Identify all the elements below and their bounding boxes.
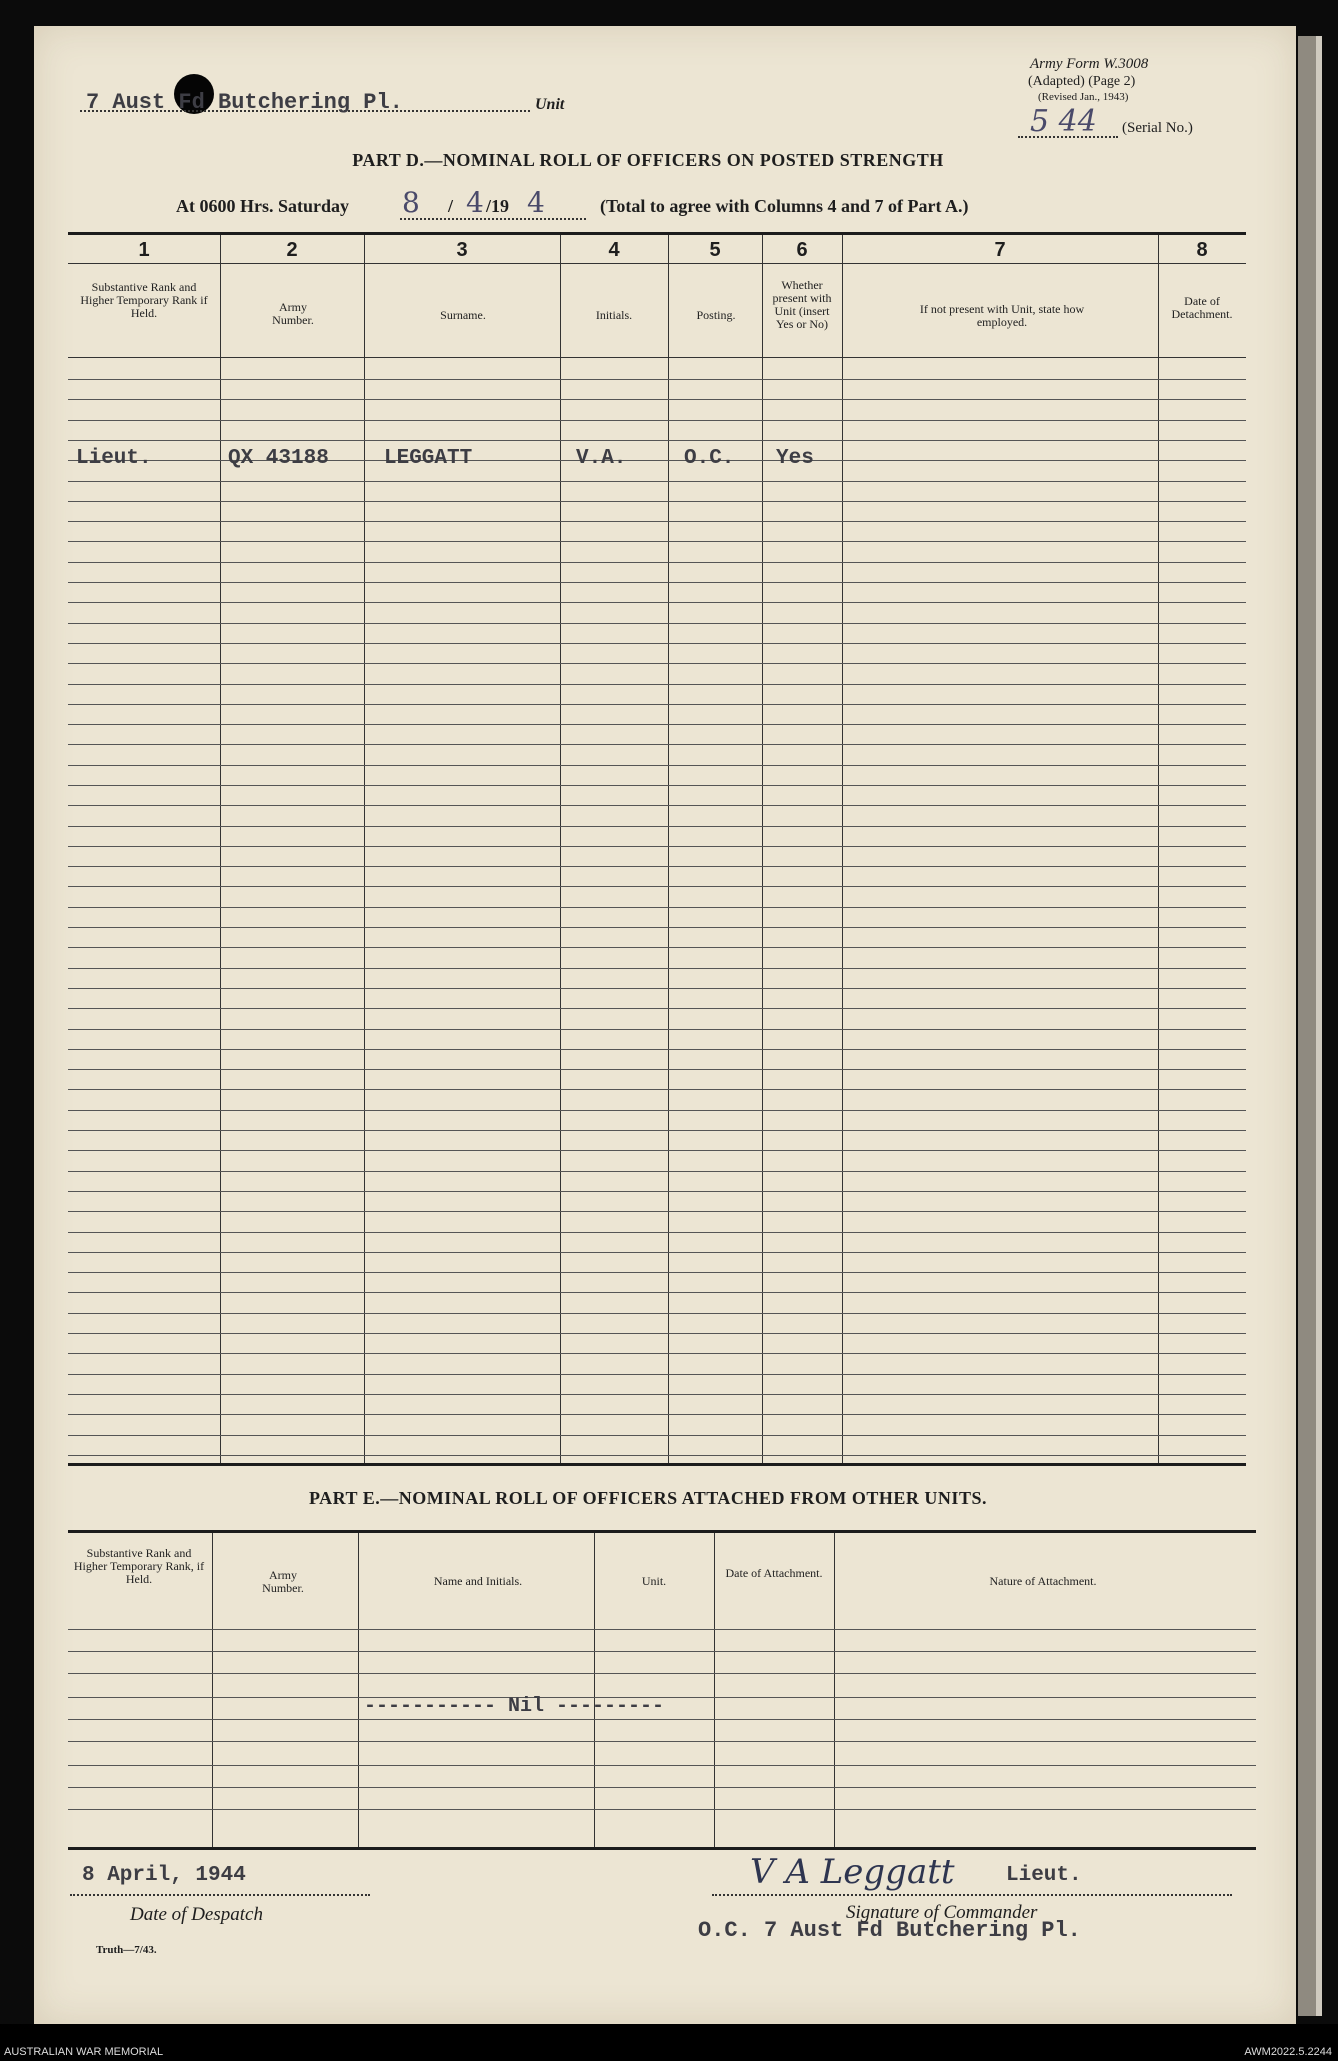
col-number-6: 6 bbox=[796, 239, 808, 261]
ruled-line bbox=[68, 1374, 1246, 1375]
col-header-army-number: Army Number. bbox=[272, 300, 314, 327]
e-col-header-name: Name and Initials. bbox=[433, 1574, 523, 1588]
ruled-line bbox=[68, 1787, 1256, 1788]
archive-band bbox=[0, 2024, 1338, 2061]
ruled-line bbox=[68, 1049, 1246, 1050]
date-month: 4 bbox=[466, 186, 484, 219]
part-e-table bbox=[68, 1530, 1256, 1850]
entry-army-number: QX 43188 bbox=[228, 447, 329, 470]
col-header-rank: Substantive Rank and Higher Temporary Rank if Held. bbox=[80, 280, 208, 320]
ruled-line bbox=[68, 399, 1246, 400]
ruled-line bbox=[68, 1629, 1256, 1630]
archive-right-label: AWM2022.5.2244 bbox=[1244, 2046, 1332, 2058]
date-day: 8 bbox=[402, 186, 420, 219]
e-col-header-rank: Substantive Rank and Higher Temporary Rank, if Held. bbox=[73, 1546, 205, 1586]
unit-label: Unit bbox=[535, 96, 565, 113]
adapted-line: (Adapted) (Page 2) bbox=[1028, 74, 1136, 89]
entry-present: Yes bbox=[776, 447, 814, 470]
date-year-suffix: 4 bbox=[527, 186, 545, 219]
despatch-underline bbox=[70, 1894, 370, 1896]
date-year-prefix: /19 bbox=[486, 196, 510, 216]
commander-signature: V A Leggatt bbox=[750, 1852, 955, 1892]
ruled-line bbox=[68, 1069, 1246, 1070]
part-d-table bbox=[68, 232, 1246, 1466]
signature-rank: Lieut. bbox=[1006, 1864, 1082, 1887]
col-number-3: 3 bbox=[456, 239, 468, 261]
signature-underline bbox=[712, 1894, 1232, 1896]
part-e-title: PART E.—NOMINAL ROLL OF OFFICERS ATTACHED FROM OTHER UNITS. bbox=[309, 1488, 987, 1508]
ruled-line bbox=[68, 1232, 1246, 1233]
ruled-line bbox=[68, 663, 1246, 664]
ruled-line bbox=[68, 1110, 1246, 1111]
ruled-line bbox=[68, 1171, 1246, 1172]
col-number-1: 1 bbox=[138, 239, 150, 261]
ruled-line bbox=[68, 1435, 1246, 1436]
ruled-line bbox=[68, 1089, 1246, 1090]
ruled-line bbox=[68, 1651, 1256, 1652]
col-header-present: Whether present with Unit (insert Yes or No) bbox=[772, 278, 832, 331]
ruled-line bbox=[68, 826, 1246, 827]
col-number-2: 2 bbox=[286, 239, 298, 261]
ruled-line bbox=[68, 765, 1246, 766]
ruled-line bbox=[68, 1333, 1246, 1334]
ruled-line bbox=[68, 1394, 1246, 1395]
ruled-line bbox=[68, 988, 1246, 989]
despatch-date: 8 April, 1944 bbox=[82, 1864, 246, 1887]
col-header-posting: Posting. bbox=[696, 308, 736, 322]
ruled-line bbox=[68, 623, 1246, 624]
ruled-line bbox=[68, 643, 1246, 644]
revised-line: (Revised Jan., 1943) bbox=[1038, 91, 1129, 103]
date-note: (Total to agree with Columns 4 and 7 of Part A.) bbox=[600, 196, 969, 216]
despatch-label: Date of Despatch bbox=[130, 1904, 263, 1925]
ruled-line bbox=[68, 1292, 1246, 1293]
col-header-surname: Surname. bbox=[440, 308, 486, 322]
ruled-line bbox=[68, 866, 1246, 867]
serial-value: 5 44 bbox=[1030, 104, 1097, 139]
ruled-line bbox=[68, 1455, 1246, 1456]
entry-posting: O.C. bbox=[684, 447, 735, 470]
ruled-line bbox=[68, 602, 1246, 603]
ruled-line bbox=[68, 1809, 1256, 1810]
commander-line: O.C. 7 Aust Fd Butchering Pl. bbox=[698, 1918, 1081, 1943]
date-underline bbox=[400, 218, 586, 220]
ruled-line bbox=[68, 1130, 1246, 1131]
ruled-line bbox=[68, 379, 1246, 380]
ruled-line bbox=[68, 744, 1246, 745]
col-number-8: 8 bbox=[1196, 239, 1208, 261]
signature-label: Signature of Commander bbox=[846, 1902, 1038, 1923]
nil-entry: ----------- Nil --------- bbox=[364, 1695, 665, 1718]
ruled-line bbox=[68, 562, 1246, 563]
e-col-header-nature: Nature of Attachment. bbox=[989, 1574, 1097, 1588]
ruled-line bbox=[68, 481, 1246, 482]
col-header-detachment: Date of Detachment. bbox=[1171, 294, 1233, 321]
ruled-line bbox=[68, 1252, 1246, 1253]
ruled-line bbox=[68, 805, 1246, 806]
ruled-line bbox=[68, 440, 1246, 441]
entry-surname: LEGGATT bbox=[384, 447, 473, 470]
ruled-line bbox=[68, 521, 1246, 522]
serial-label: (Serial No.) bbox=[1122, 120, 1193, 136]
ruled-line bbox=[68, 1741, 1256, 1742]
ruled-line bbox=[68, 907, 1246, 908]
date-label: At 0600 Hrs. Saturday bbox=[176, 196, 350, 216]
page-edge bbox=[1298, 36, 1316, 2016]
printer-mark: Truth—7/43. bbox=[96, 1944, 157, 1956]
ruled-line bbox=[68, 785, 1246, 786]
e-col-header-date: Date of Attachment. bbox=[725, 1566, 823, 1580]
ruled-line bbox=[68, 1719, 1256, 1720]
ruled-line bbox=[68, 927, 1246, 928]
col-header-employment: If not present with Unit, state how employed. bbox=[919, 302, 1085, 329]
ruled-line bbox=[68, 886, 1246, 887]
col-number-5: 5 bbox=[709, 239, 721, 261]
ruled-line bbox=[68, 1414, 1246, 1415]
ruled-line bbox=[68, 420, 1246, 421]
archive-left-label: AUSTRALIAN WAR MEMORIAL bbox=[4, 2046, 164, 2058]
ruled-line bbox=[68, 1029, 1246, 1030]
entry-initials: V.A. bbox=[576, 447, 627, 470]
col-number-4: 4 bbox=[608, 239, 620, 261]
army-form-number: Army Form W.3008 bbox=[1030, 56, 1149, 72]
ruled-line bbox=[68, 684, 1246, 685]
ruled-line bbox=[68, 1191, 1246, 1192]
ruled-line bbox=[68, 501, 1246, 502]
unit-value: 7 Aust Fd Butchering Pl. bbox=[86, 90, 403, 115]
col-header-initials: Initials. bbox=[595, 308, 633, 322]
ruled-line bbox=[68, 1673, 1256, 1674]
ruled-line bbox=[68, 541, 1246, 542]
ruled-line bbox=[68, 1353, 1246, 1354]
e-col-header-unit: Unit. bbox=[641, 1574, 667, 1588]
ruled-line bbox=[68, 1008, 1246, 1009]
ruled-line bbox=[68, 1272, 1246, 1273]
ruled-line bbox=[68, 1313, 1246, 1314]
ruled-line bbox=[68, 1150, 1246, 1151]
col-number-7: 7 bbox=[994, 239, 1006, 261]
ruled-line bbox=[68, 704, 1246, 705]
ruled-line bbox=[68, 1211, 1246, 1212]
entry-rank: Lieut. bbox=[76, 447, 152, 470]
ruled-line bbox=[68, 582, 1246, 583]
ruled-line bbox=[68, 1765, 1256, 1766]
e-col-header-army-number: Army Number. bbox=[262, 1568, 304, 1595]
page-edge-light bbox=[1316, 36, 1322, 2016]
part-d-title: PART D.—NOMINAL ROLL OF OFFICERS ON POSTED STRENGTH bbox=[352, 150, 944, 170]
ruled-line bbox=[68, 846, 1246, 847]
ruled-line bbox=[68, 724, 1246, 725]
ruled-line bbox=[68, 947, 1246, 948]
ruled-line bbox=[68, 968, 1246, 969]
